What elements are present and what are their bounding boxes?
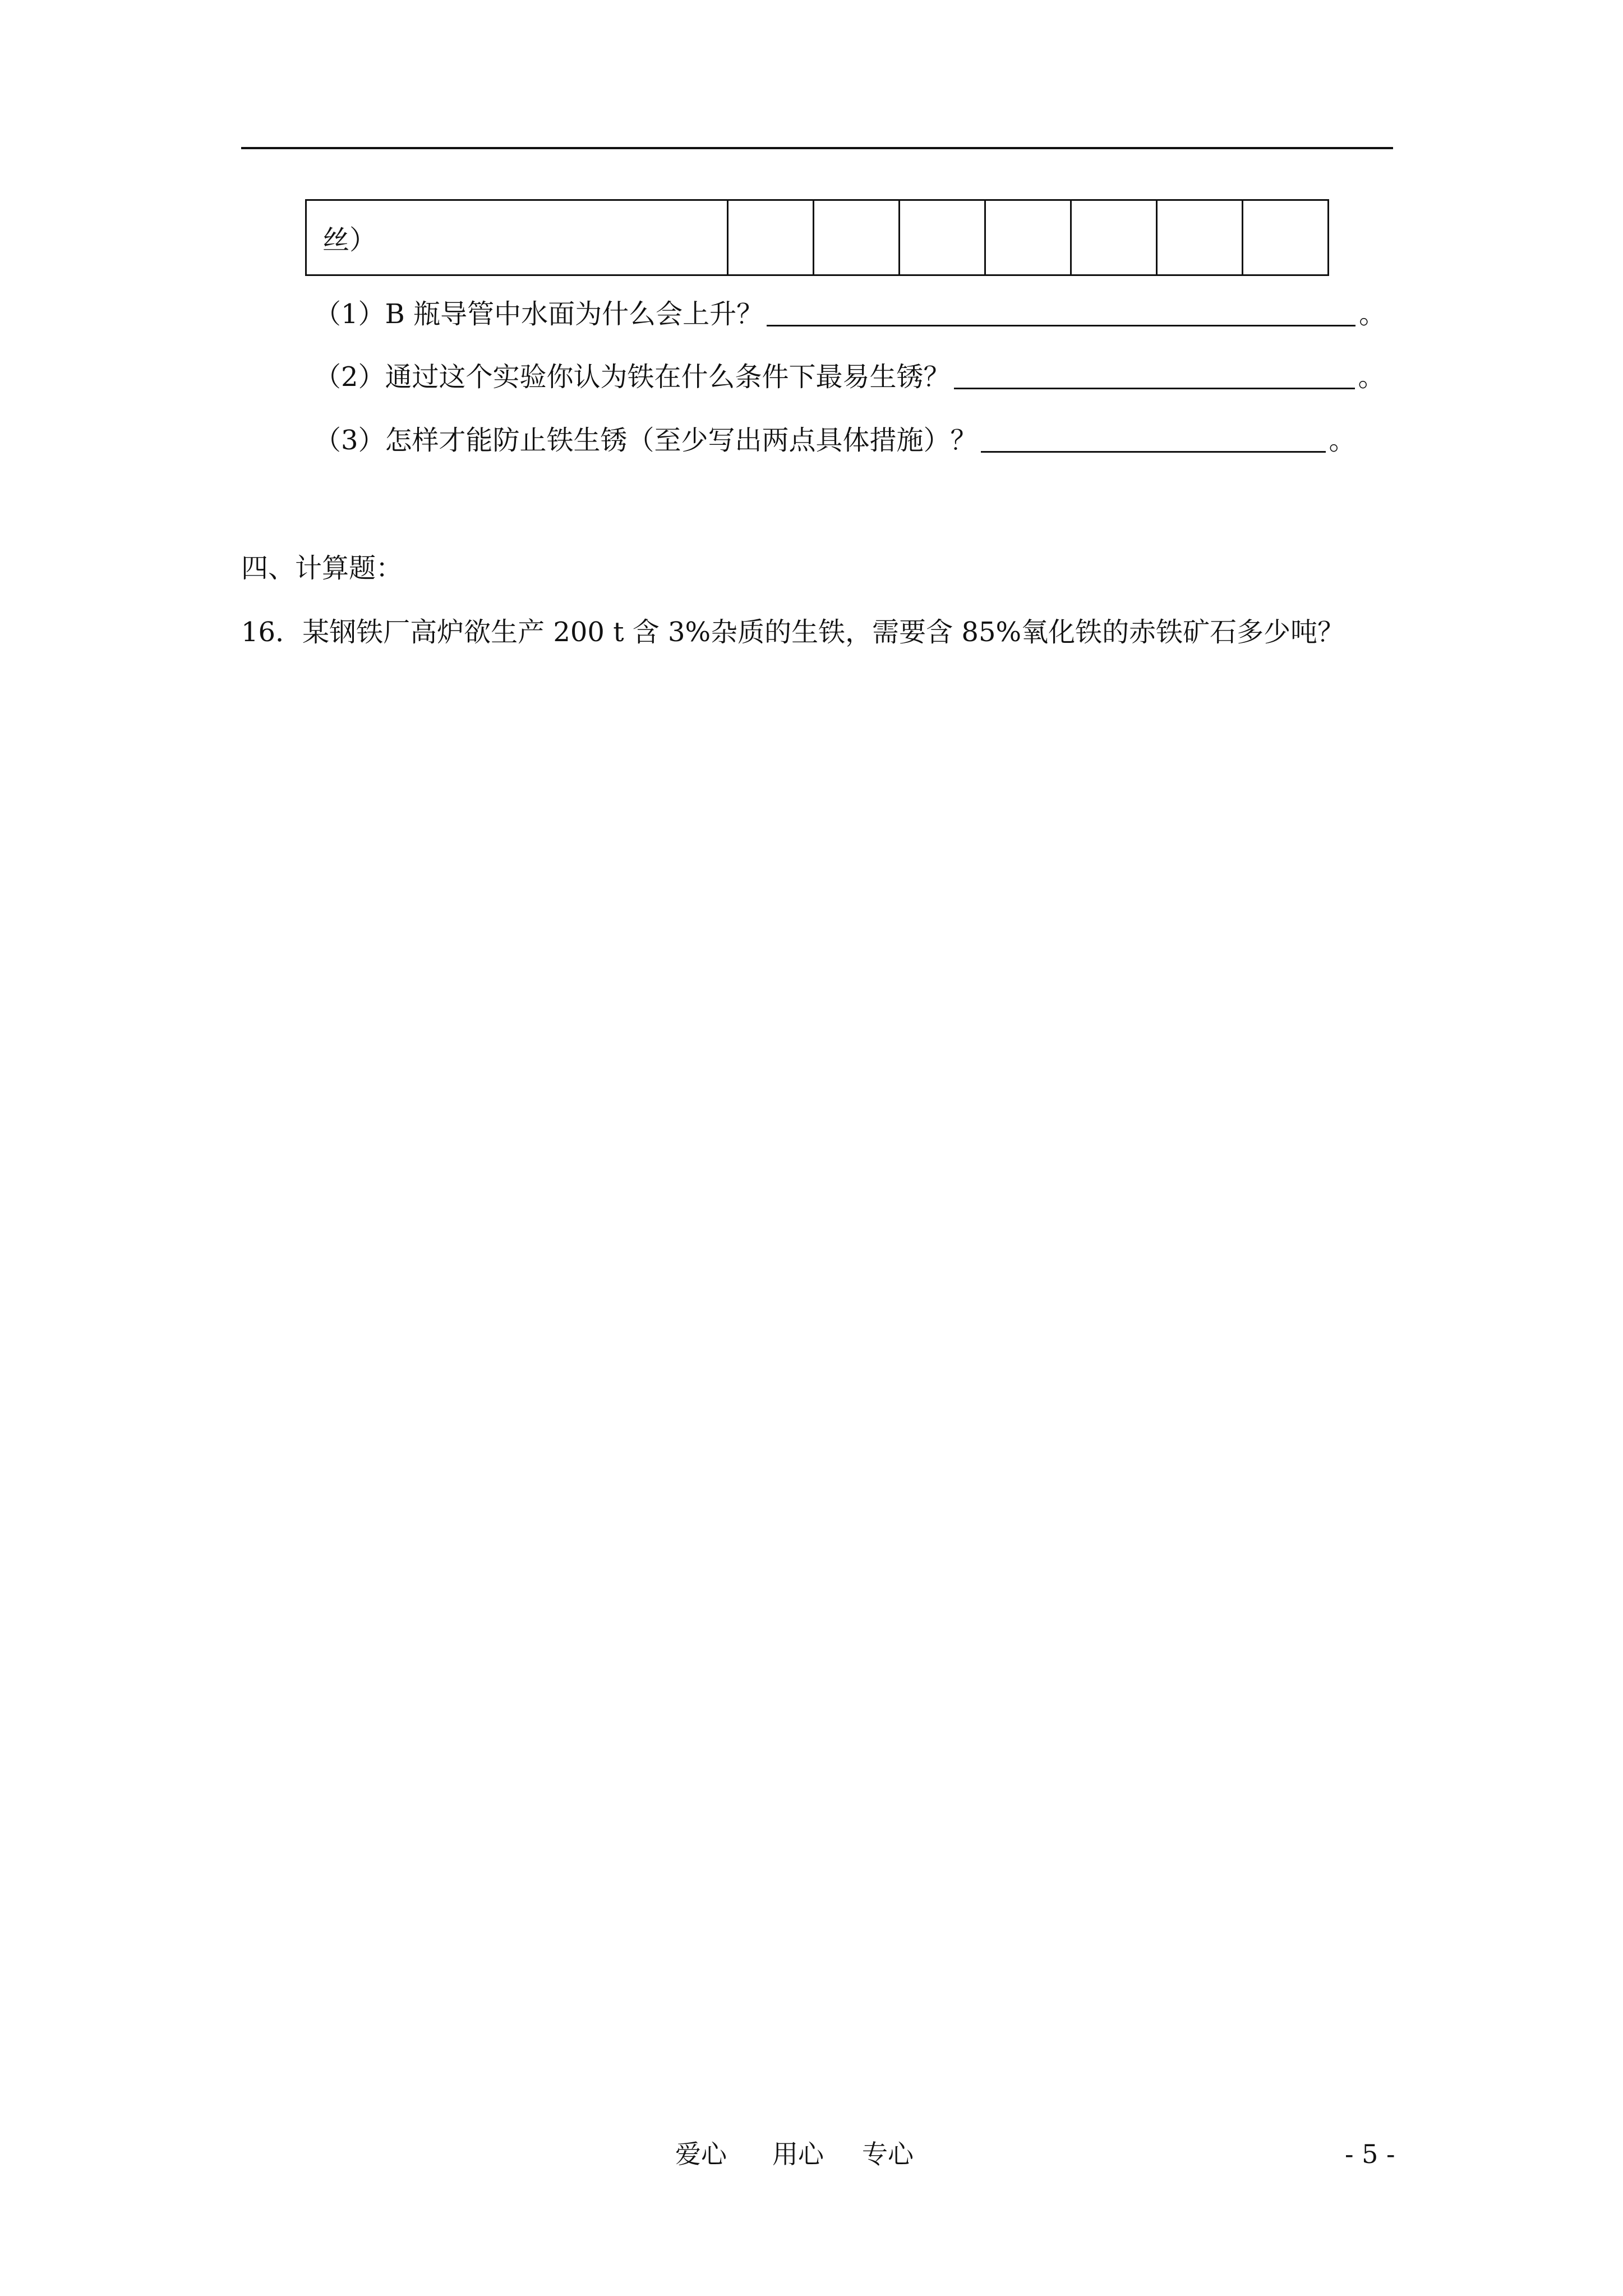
- answer-blank-3[interactable]: [981, 426, 1326, 453]
- question-3: [314, 424, 1356, 457]
- table-cell-label: 丝）: [306, 200, 728, 275]
- question-2: [314, 360, 1385, 394]
- question-1-label: （1）B 瓶导管中水面为什么会上升？: [314, 298, 764, 330]
- table-cell: [814, 200, 900, 275]
- answer-blank-2[interactable]: [954, 363, 1355, 389]
- question-3-label: （3）怎样才能防止铁生锈（至少写出两点具体措施）？: [314, 425, 978, 456]
- question-2-end: 。: [1358, 361, 1385, 393]
- page-number: - 5 -: [1345, 2139, 1395, 2169]
- question-1: [314, 297, 1386, 331]
- question-3-end: 。: [1329, 425, 1356, 456]
- table-cell: [985, 200, 1071, 275]
- question-1-end: 。: [1359, 298, 1386, 330]
- section-heading: 四、计算题：: [241, 553, 403, 584]
- footer-motto-2: 用心: [772, 2139, 824, 2169]
- table-cell: [900, 200, 985, 275]
- table-cell: [1243, 200, 1329, 275]
- table-cell: [728, 200, 814, 275]
- question-2-label: （2）通过这个实验你认为铁在什么条件下最易生锈？: [314, 361, 951, 393]
- footer-motto-1: 爱心: [675, 2139, 727, 2169]
- header-rule: [241, 147, 1393, 149]
- table-cell: [1157, 200, 1243, 275]
- experiment-table: [305, 199, 1329, 276]
- problem-16: 16．某钢铁厂高炉欲生产 200 t 含 3%杂质的生铁，需要含 85%氧化铁的赤铁矿石多少吨？: [241, 616, 1345, 648]
- table-row: [306, 200, 1329, 275]
- table-cell: [1071, 200, 1157, 275]
- footer-motto-3: 专心: [862, 2139, 914, 2169]
- answer-blank-1[interactable]: [767, 300, 1355, 326]
